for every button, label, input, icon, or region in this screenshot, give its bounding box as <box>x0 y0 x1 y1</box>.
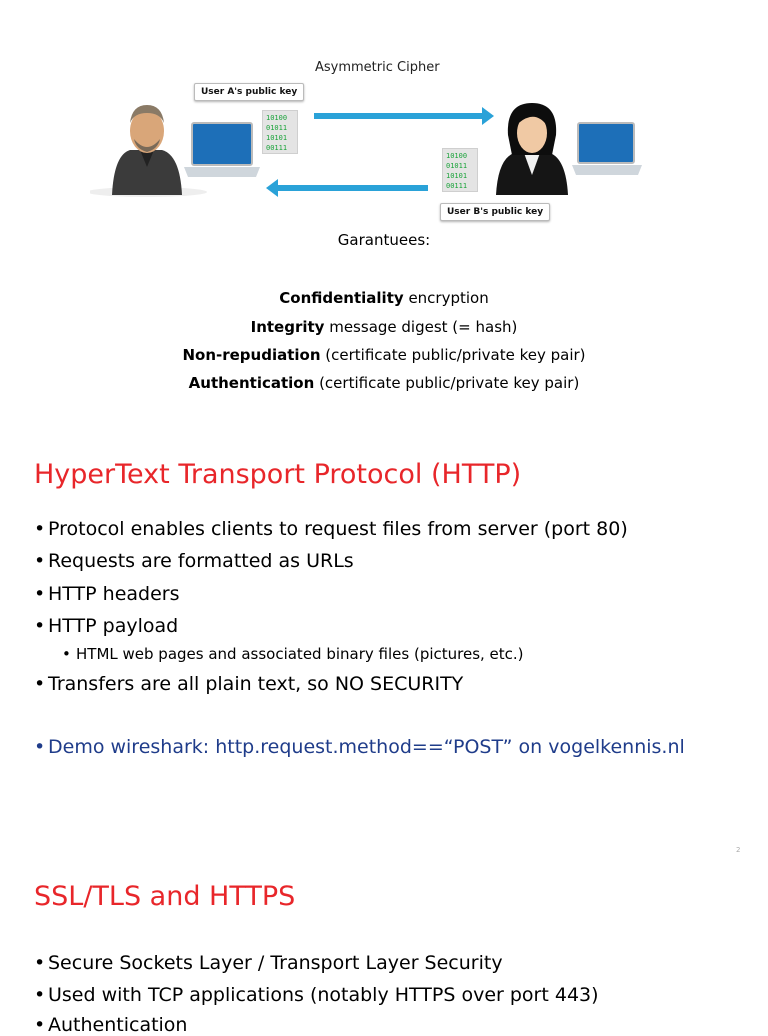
diagram-title: Asymmetric Cipher <box>315 60 440 75</box>
http-bullet-1: • Protocol enables clients to request files from server (port 80) <box>34 518 628 540</box>
http-sub-bullet: • HTML web pages and associated binary files (pictures, etc.) <box>62 645 524 663</box>
binary-key-a: 10100 01011 10101 00111 <box>262 110 298 154</box>
ssl-bullet-3: • Authentication <box>34 1014 188 1036</box>
guarantee-non-repudiation: Non-repudiation (certificate public/private key pair) <box>182 346 586 364</box>
guarantee-confidentiality: Confidentiality encryption <box>279 289 489 307</box>
http-bullet-5: • Transfers are all plain text, so NO SECURITY <box>34 673 464 695</box>
binary-key-b: 10100 01011 10101 00111 <box>442 148 478 192</box>
http-heading: HyperText Transport Protocol (HTTP) <box>34 459 522 490</box>
arrow-left-icon <box>266 179 428 197</box>
laptop-a-icon <box>184 123 260 177</box>
page-number: 2 <box>736 846 741 854</box>
http-bullet-4: • HTTP payload <box>34 615 179 637</box>
ssl-heading: SSL/TLS and HTTPS <box>34 881 296 912</box>
http-demo-bullet: • Demo wireshark: http.request.method==“POST” on vogelkennis.nl <box>34 736 685 758</box>
http-bullet-2: • Requests are formatted as URLs <box>34 550 354 572</box>
guarantees-title: Garantuees: <box>337 231 431 249</box>
user-a-person-icon <box>90 105 207 197</box>
ssl-bullet-1: • Secure Sockets Layer / Transport Layer Security <box>34 952 503 974</box>
diagram-graphics <box>90 55 670 230</box>
ssl-bullet-2: • Used with TCP applications (notably HTTPS over port 443) <box>34 984 599 1006</box>
guarantee-authentication: Authentication (certificate public/private key pair) <box>188 374 580 392</box>
laptop-b-icon <box>572 123 642 175</box>
asymmetric-cipher-diagram <box>90 55 670 230</box>
user-a-key-label: User A's public key <box>194 83 304 101</box>
http-bullet-3: • HTTP headers <box>34 583 180 605</box>
user-b-key-label: User B's public key <box>440 203 550 221</box>
user-b-person-icon <box>496 103 568 195</box>
guarantee-integrity: Integrity message digest (= hash) <box>250 318 518 336</box>
arrow-right-icon <box>314 107 494 125</box>
